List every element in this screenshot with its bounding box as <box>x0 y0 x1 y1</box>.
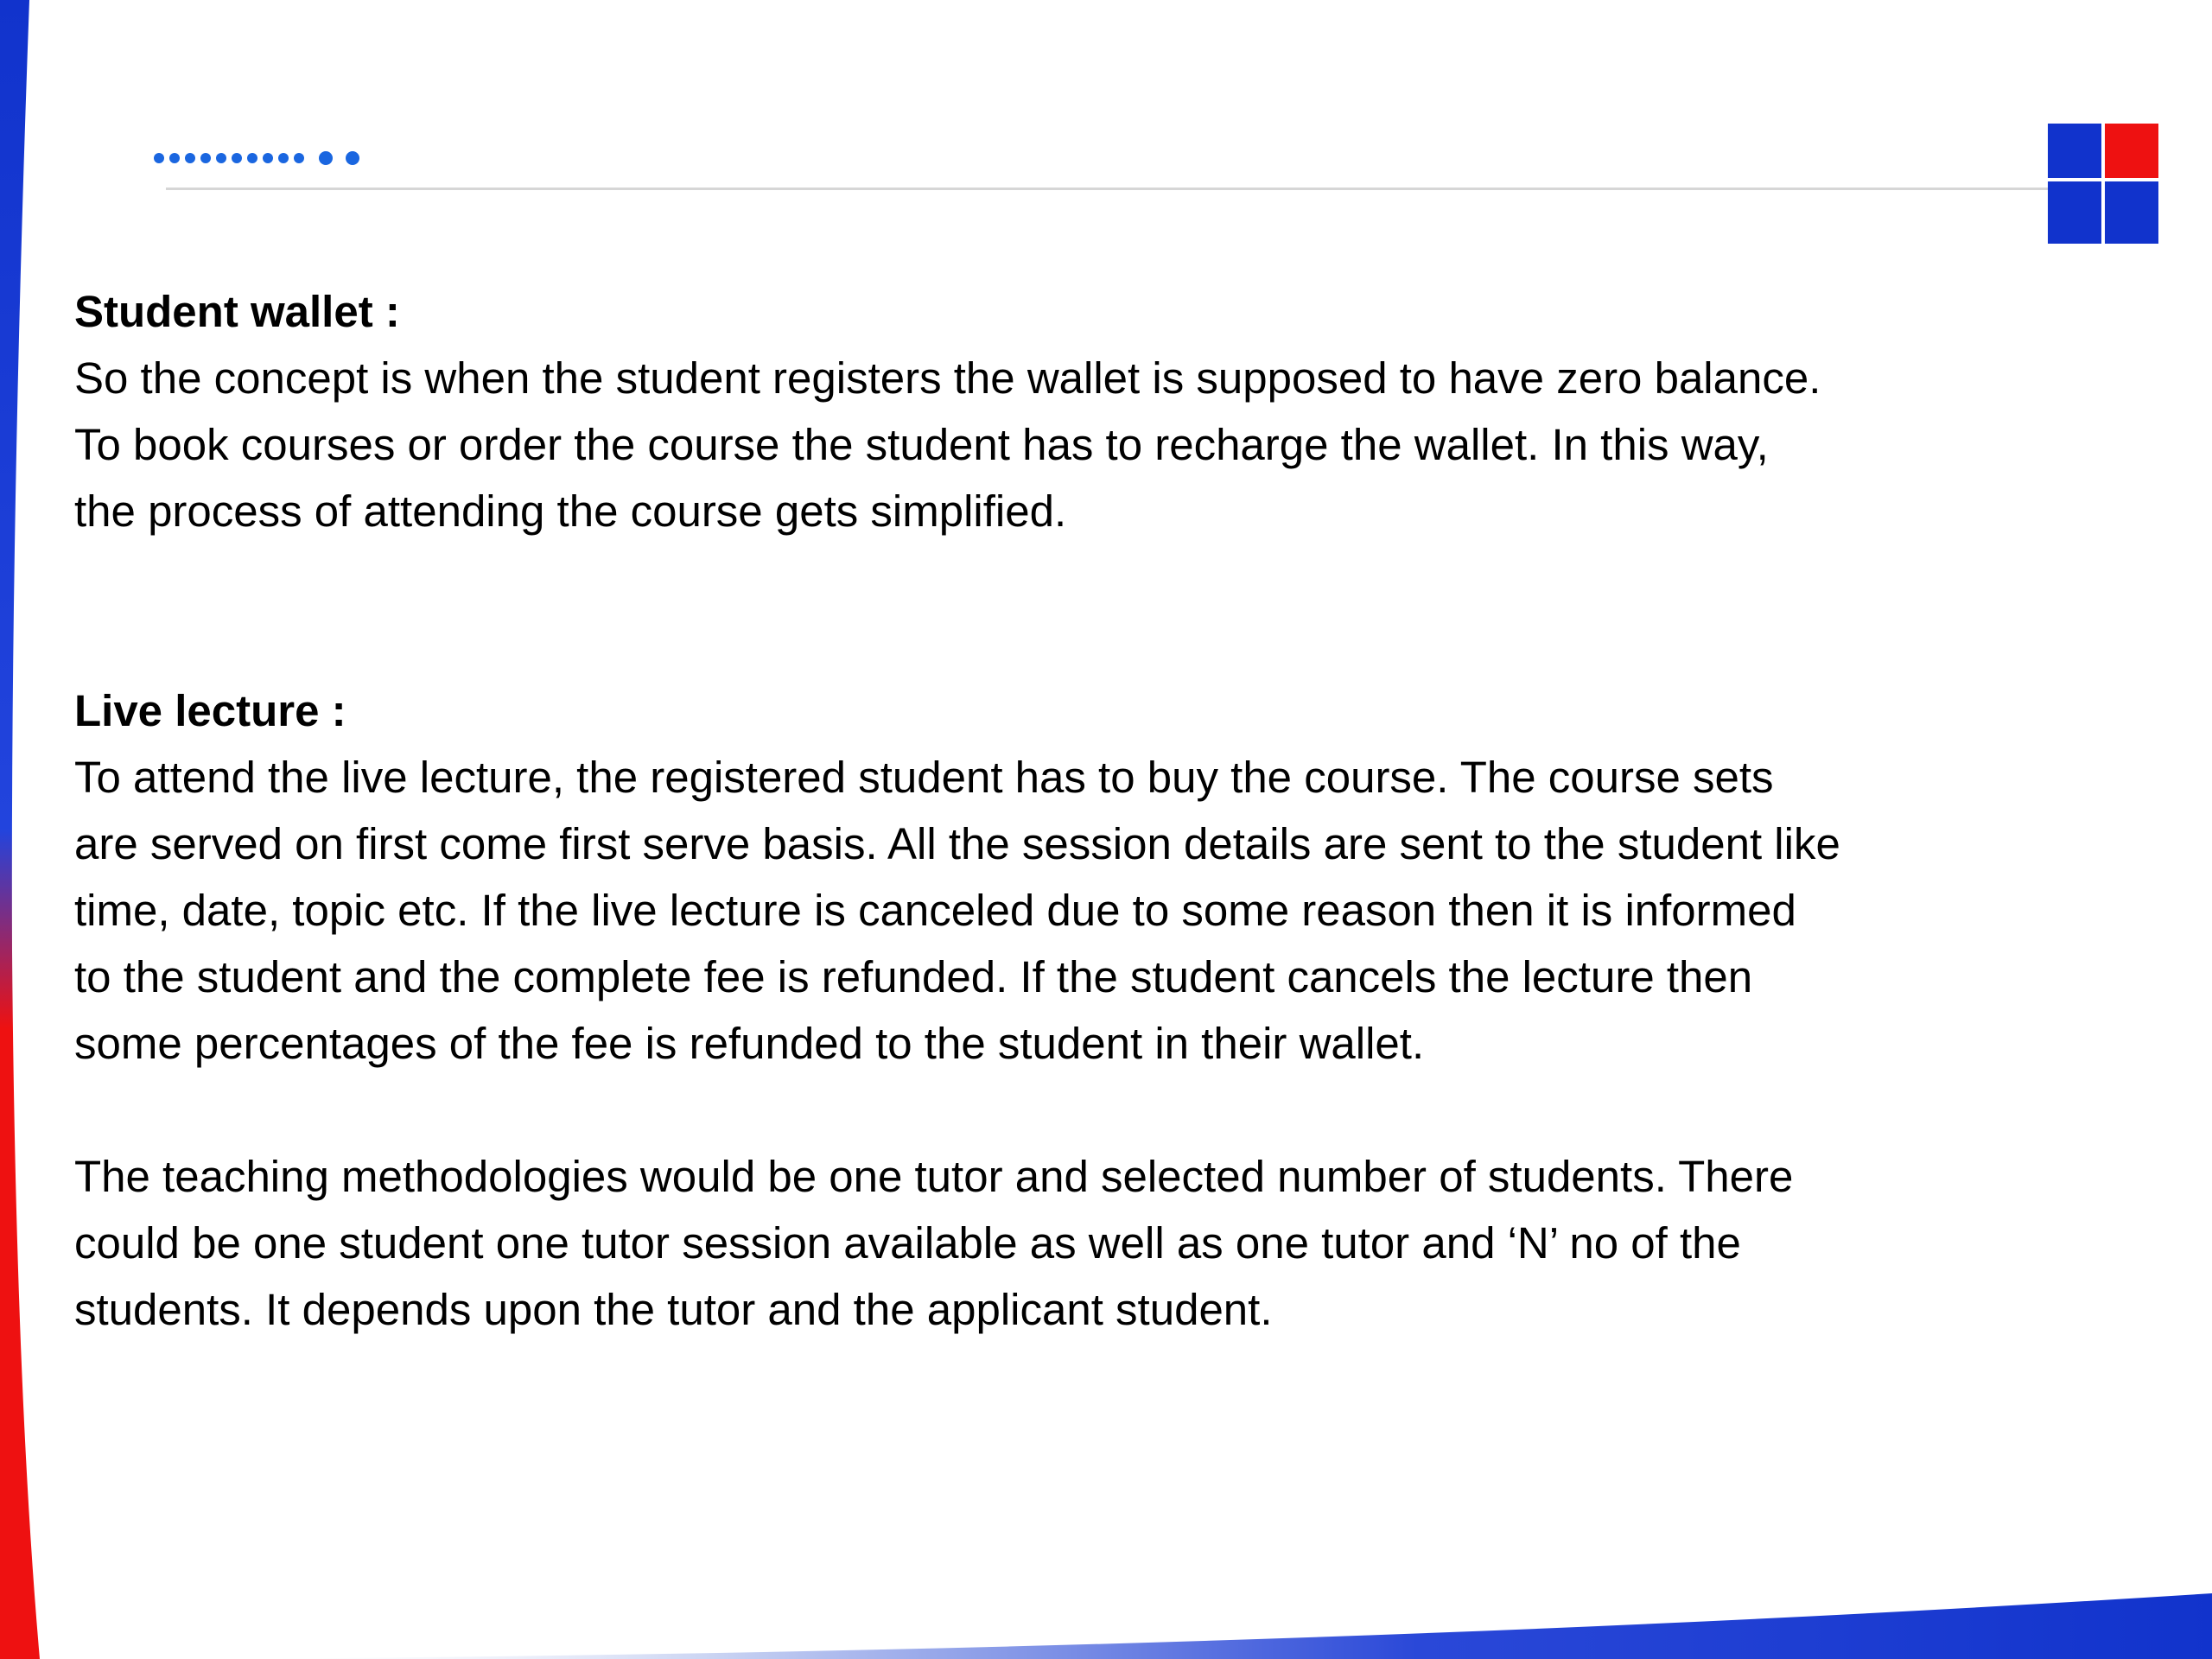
bottom-accent-swoosh <box>225 1593 2212 1659</box>
section-body: To attend the live lecture, the registered student has to buy the course. The course sets are served on first come first serve basis. All the session details are sent to the student like time, date, topic etc. If the live lecture is canceled due to some reason then it is informed to the student and the complete fee is refunded. If the student cancels the lecture then some percentages of the fee is refunded to the student in their wallet. <box>74 753 1840 1068</box>
section-body: So the concept is when the student registers the wallet is supposed to have zero balance. To book courses or order the course the student has to recharge the wallet. In this way, the process of attending the course gets simplified. <box>74 353 1821 536</box>
section-teaching-methodologies <box>74 1143 2148 1343</box>
dotted-line-icon <box>154 151 359 165</box>
section-live-lecture <box>74 677 2148 1077</box>
section-student-wallet <box>74 278 2148 544</box>
section-heading: Live lecture : <box>74 686 346 735</box>
section-heading: Student wallet : <box>74 287 400 336</box>
section-body: The teaching methodologies would be one tutor and selected number of students. There could be one student one tutor session available as well as one tutor and ‘N’ no of the students. It depends upon the tutor and the applicant student. <box>74 1152 1794 1334</box>
four-square-logo-icon <box>2048 124 2158 244</box>
header-divider <box>166 188 2048 190</box>
left-accent-bar <box>0 0 40 1659</box>
